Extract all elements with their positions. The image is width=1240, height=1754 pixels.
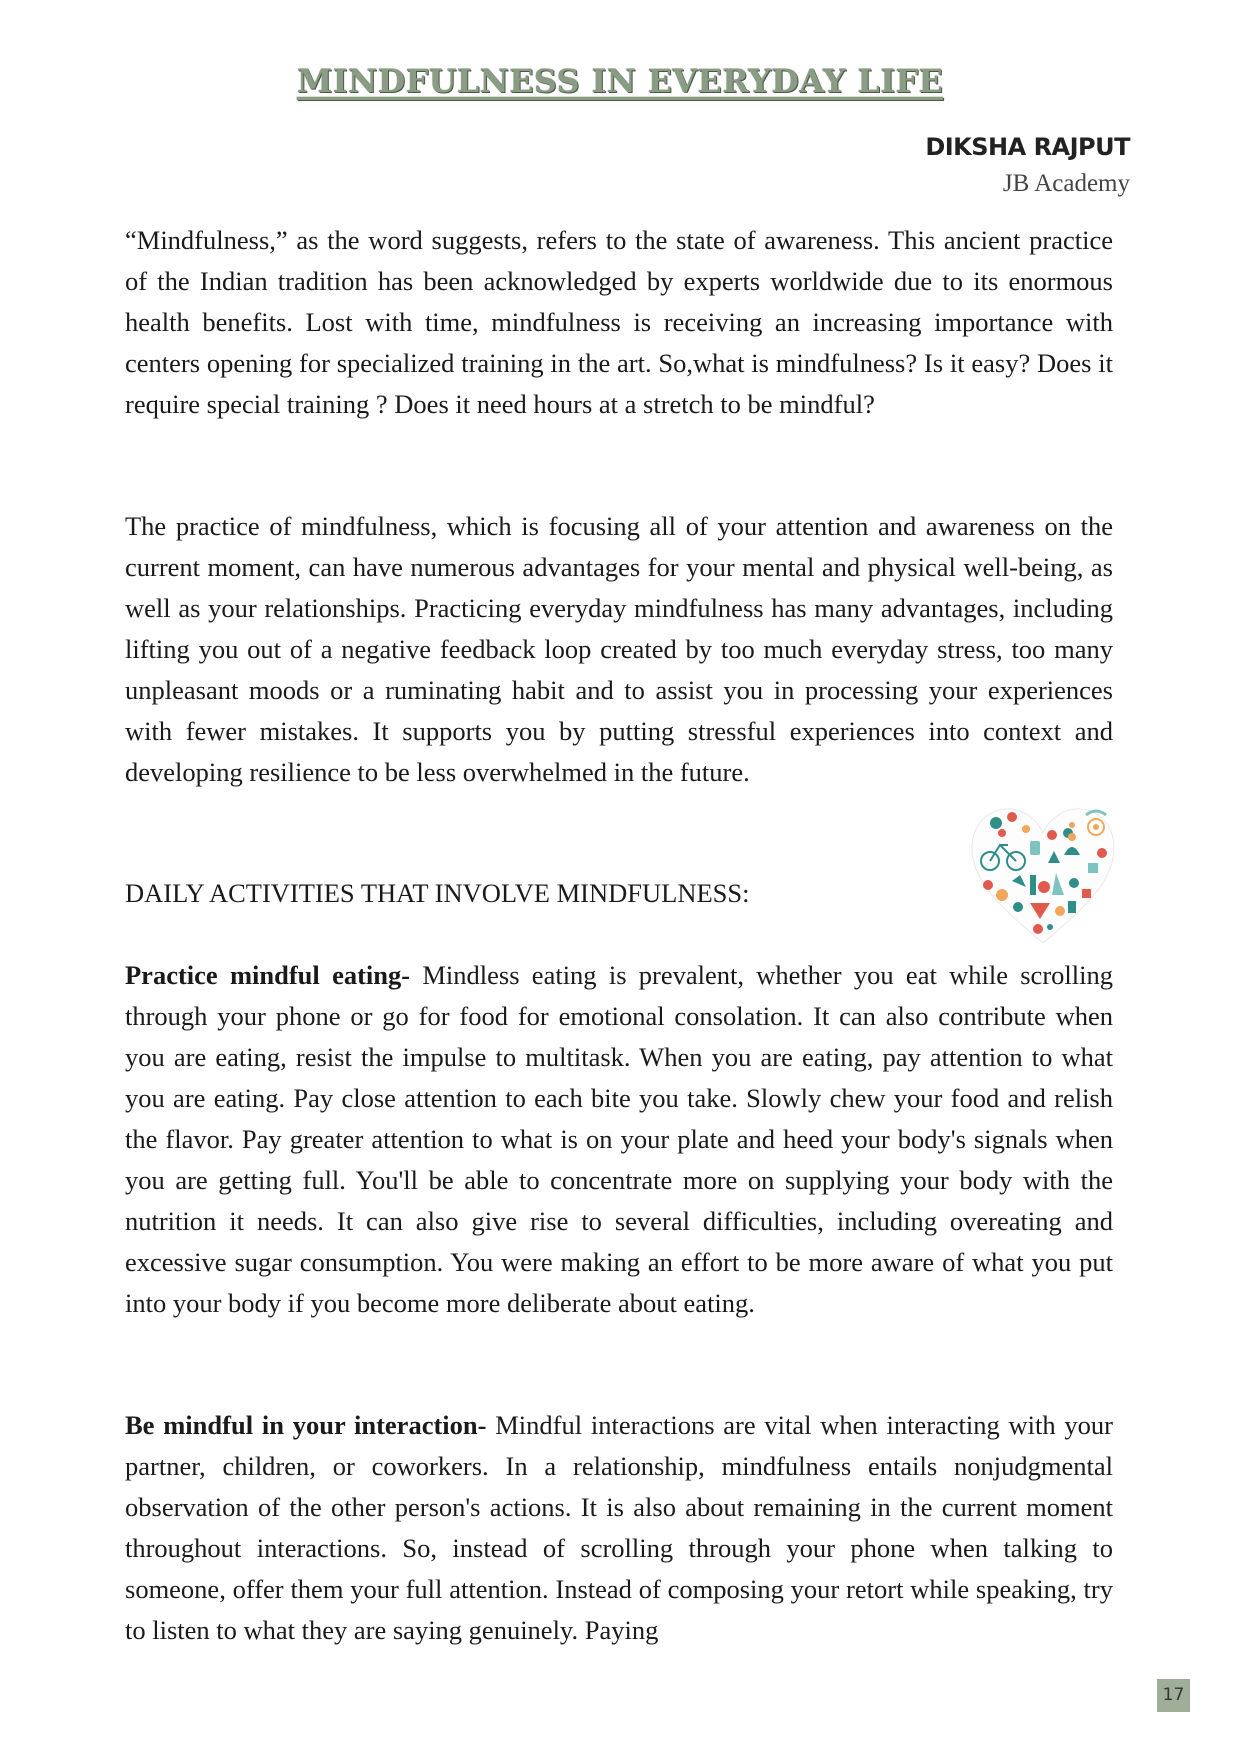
paragraph-practice: The practice of mindfulness, which is focusing all of your attention and awareness on the current moment, can have numerous advantages for your mental and physical well-being, as well as your relationships. Practicing everyday mindfulness has many advantages, including lifting you out of a negative feedback loop created by too much everyday stress, too many unpleasant moods or a ruminating habit and to assist you in processing your experiences with fewer mistakes. It supports you by putting stressful experiences into context and developing resilience to be less overwhelmed in the future. bbox=[125, 511, 1113, 787]
paragraph-lead: Be mindful in your interaction- bbox=[125, 1410, 487, 1440]
page-number-badge: 17 bbox=[1157, 1679, 1190, 1712]
heart-health-collage-icon bbox=[968, 803, 1118, 948]
paragraph-lead: Practice mindful eating- bbox=[125, 960, 411, 990]
paragraph-body: Mindful interactions are vital when interacting with your partner, children, or coworkers. In a relationship, mindfulness entails nonjudgmental observation of the other person's actions. It is also about remaining in the current moment throughout interactions. So, instead of scrolling through your phone when talking to someone, offer them your full attention. Instead of composing your retort while speaking, try to listen to what they are saying genuinely. Paying bbox=[125, 1410, 1113, 1645]
paragraph-mindful-interaction bbox=[125, 1405, 1113, 1651]
paragraph-intro: “Mindfulness,” as the word suggests, refers to the state of awareness. This ancient practice of the Indian tradition has been acknowledged by experts worldwide due to its enormous health benefits. Lost with time, mindfulness is receiving an increasing importance with centers opening for specialized training in the art. So,what is mindfulness? Is it easy? Does it require special training ? Does it need hours at a stretch to be mindful? bbox=[125, 225, 1113, 419]
paragraph-body: Mindless eating is prevalent, whether you eat while scrolling through your phone or go for food for emotional consolation. It can also contribute when you are eating, resist the impulse to multitask. When you are eating, pay attention to what you are eating. Pay close attention to each bite you take. Slowly chew your food and relish the flavor. Pay greater attention to what is on your plate and heed your body's signals when you are getting full. You'll be able to concentrate more on supplying your body with the nutrition it needs. It can also give rise to several difficulties, including overeating and excessive sugar consumption. You were making an effort to be more aware of what you put into your body if you become more deliberate about eating. bbox=[125, 960, 1113, 1318]
paragraph-mindful-eating bbox=[125, 955, 1113, 1324]
article-title: MINDFULNESS IN EVERYDAY LIFE bbox=[296, 62, 944, 100]
author-name: DIKSHA RAJPUT bbox=[925, 133, 1130, 161]
section-heading: DAILY ACTIVITIES THAT INVOLVE MINDFULNESS: bbox=[125, 878, 750, 908]
author-school: JB Academy bbox=[1002, 170, 1130, 197]
